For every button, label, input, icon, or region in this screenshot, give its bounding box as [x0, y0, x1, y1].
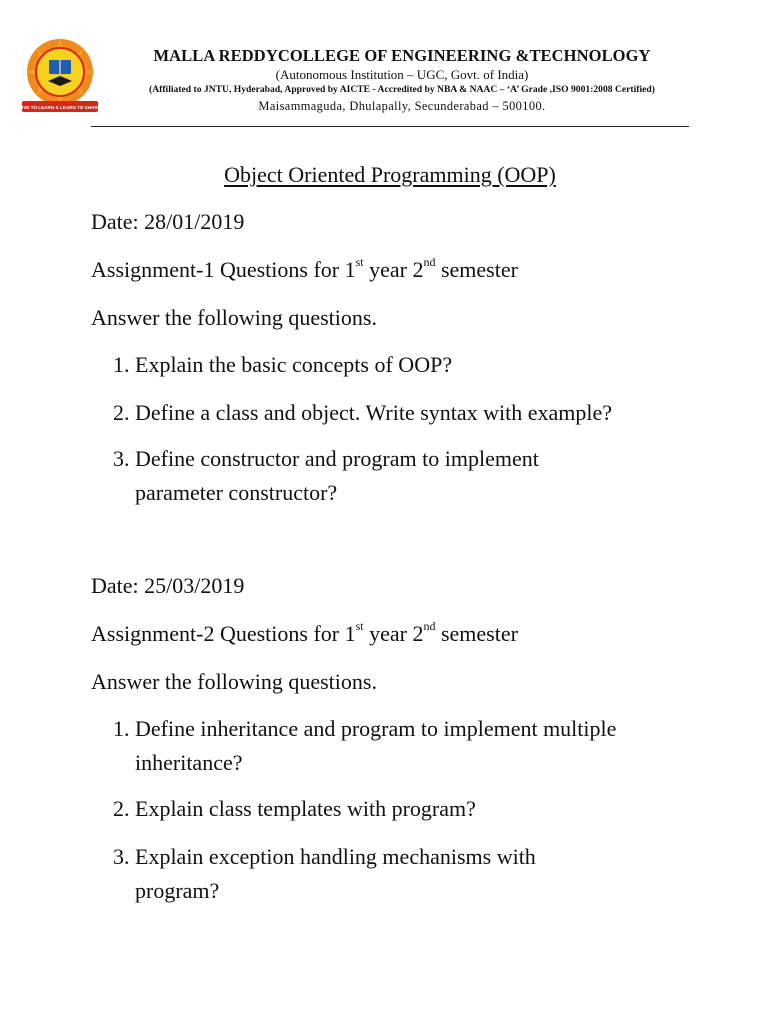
question-number: 1.: [113, 716, 130, 741]
question-number: 2.: [113, 796, 130, 821]
question-text: Explain exception handling mechanisms with: [135, 844, 536, 869]
header-divider: [91, 126, 689, 127]
ordinal-suffix: st: [355, 254, 364, 269]
question-number: 1.: [113, 352, 130, 377]
question-number: 2.: [113, 400, 130, 425]
logo-motto: LIVE TO LEARN & LEARN TO SHARE: [19, 105, 101, 110]
heading-text: semester: [435, 257, 518, 282]
heading-text: Assignment-1 Questions for 1: [91, 257, 356, 282]
document-title: Object Oriented Programming (OOP): [224, 162, 556, 187]
assignment-2-instruction: Answer the following questions.: [91, 669, 377, 694]
college-name: MALLA REDDYCOLLEGE OF ENGINEERING &TECHNOLOGY: [153, 46, 651, 65]
assignment-2-question-1: [113, 712, 713, 780]
affiliation-line: (Affiliated to JNTU, Hyderabad, Approved by AICTE - Accredited by NBA & NAAC – ‘A’ Grade ,ISO 9001:2008 Certified): [149, 84, 655, 95]
question-number: 3.: [113, 844, 130, 869]
autonomous-status: (Autonomous Institution – UGC, Govt. of India): [275, 67, 529, 82]
question-number: 3.: [113, 446, 130, 471]
assignment-2-question-2: [113, 792, 713, 826]
question-text: Define constructor and program to implement: [135, 446, 539, 471]
ordinal-suffix: nd: [423, 254, 436, 269]
question-text-continued: program?: [135, 878, 220, 903]
assignment-1-heading: [91, 256, 518, 284]
question-text-continued: inheritance?: [135, 750, 243, 775]
question-text-continued: parameter constructor?: [135, 480, 338, 505]
assignment-1-question-1: [113, 348, 713, 382]
ordinal-suffix: nd: [423, 618, 436, 633]
heading-text: year 2: [363, 621, 424, 646]
question-text: Explain class templates with program?: [135, 796, 476, 821]
assignment-2-date: Date: 25/03/2019: [91, 573, 245, 598]
question-text: Define a class and object. Write syntax with example?: [135, 400, 613, 425]
heading-text: Assignment-2 Questions for 1: [91, 621, 356, 646]
question-text: Explain the basic concepts of OOP?: [135, 352, 453, 377]
question-text: Define inheritance and program to implement multiple: [135, 716, 617, 741]
assignment-1-instruction: Answer the following questions.: [91, 305, 377, 330]
assignment-2-heading: [91, 620, 518, 648]
letterhead: [110, 46, 694, 115]
college-address: Maisammaguda, Dhulapally, Secunderabad – 500100.: [258, 99, 546, 113]
heading-text: year 2: [363, 257, 424, 282]
assignment-1-question-2: [113, 396, 713, 430]
assignment-1-question-3: [113, 442, 713, 510]
heading-text: semester: [435, 621, 518, 646]
ordinal-suffix: st: [355, 618, 364, 633]
college-logo-emblem: [16, 38, 104, 114]
assignment-2-question-3: [113, 840, 713, 908]
assignment-1-date: Date: 28/01/2019: [91, 209, 245, 234]
